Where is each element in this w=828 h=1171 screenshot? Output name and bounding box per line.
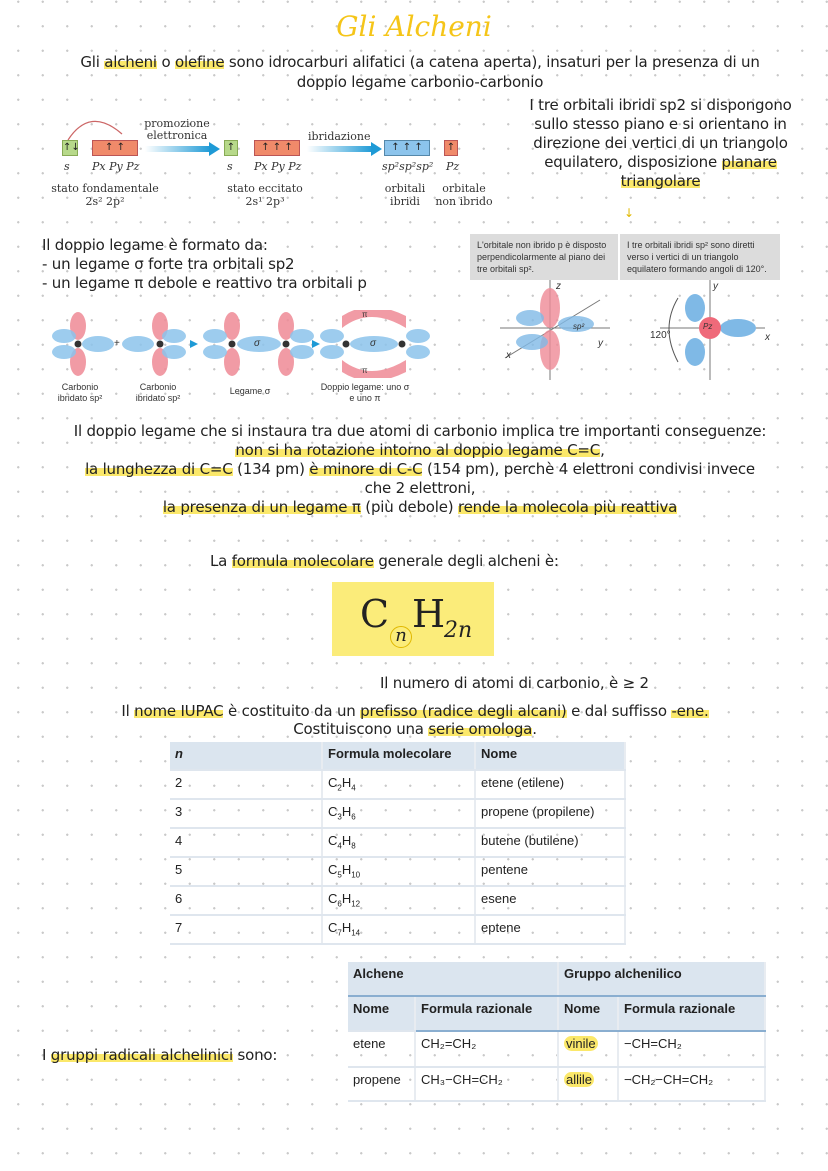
formula-c: C (360, 592, 390, 636)
s-orbital-box: ↑↓ (62, 140, 78, 156)
double-bond-list (42, 236, 367, 293)
cell-group-formula: −CH₂−CH=CH₂ (618, 1067, 765, 1101)
text-segment: I tre orbitali ibridi sp2 si dispongono sullo stesso piano e si orientano in direzione dei vertici di un triangolo equilatero, disposizione (529, 96, 792, 171)
iupac-line (20, 702, 810, 720)
formula-h-subscript: 2n (444, 618, 473, 643)
highlighted-text: è minore di C-C (309, 460, 423, 478)
text-segment: (154 pm), perchè 4 elettroni condivisi invece che 2 elettroni, (364, 460, 755, 497)
text-segment: generale degli alcheni è: (373, 552, 559, 570)
h-count: 10 (351, 870, 361, 880)
text-segment: Il (121, 702, 135, 720)
pz-label: Pz (446, 160, 460, 173)
consequences (50, 422, 790, 517)
column-header: Formula razionale (618, 996, 765, 1031)
label: stato eccitato (227, 182, 303, 195)
highlighted-text: gruppi radicali alchelinici (50, 1046, 233, 1064)
highlighted-text: olefine (175, 53, 225, 71)
text-segment: (134 pm) (232, 460, 310, 478)
cell-n: 6 (170, 886, 322, 915)
bond-caption: Doppio legame: uno σ e uno π (320, 382, 410, 403)
cell-name: eptene (475, 915, 625, 944)
c: C (328, 804, 338, 819)
h-count: 4 (351, 783, 356, 793)
promotion-label: promozione elettronica (144, 117, 210, 142)
text-segment: Costituiscono una (293, 720, 429, 738)
axis-z-label: z (556, 281, 561, 292)
pi-line: - un legame π debole e reattivo tra orbitali p (42, 274, 367, 292)
label: stato fondamentale (51, 182, 159, 195)
cell-n: 5 (170, 857, 322, 886)
table-row (170, 770, 625, 799)
c: C (328, 862, 338, 877)
pi-label: π (362, 310, 368, 319)
highlighted-text: non si ha rotazione intorno al doppio legame C=C (235, 441, 601, 459)
text-segment: sono: (232, 1046, 278, 1064)
highlighted-group: vinile (566, 1036, 596, 1051)
formula-n: n (390, 626, 412, 648)
cell-formula (322, 799, 475, 828)
highlighted-text: prefisso (radice degli alcani) (360, 702, 567, 720)
carbon-note: Il numero di atomi di carbonio, è ≥ 2 (380, 674, 649, 692)
bond-caption: Carbonio ibridato sp² (57, 382, 103, 403)
bond-formation-figure (50, 310, 450, 378)
h: H (341, 833, 352, 848)
c-count: 5 (337, 870, 342, 880)
h-count: 8 (351, 841, 356, 851)
h: H (341, 920, 352, 935)
cell-name: propene (348, 1067, 415, 1101)
consequence-item (50, 498, 790, 517)
angle-label: 120° (650, 330, 671, 341)
group-header: Gruppo alchenilico (558, 962, 765, 996)
cell-n: 4 (170, 828, 322, 857)
plus-sign: + (114, 338, 120, 349)
non-hybrid-label: orbitale non ibrido (435, 182, 493, 208)
cell-group-formula: −CH=CH₂ (618, 1031, 765, 1067)
curved-arrow-icon (60, 112, 140, 142)
iupac-line-2 (20, 720, 810, 738)
alkenyl-groups-table (348, 962, 766, 1102)
text-segment: sono idrocarburi alifatici (a catena aperta), insaturi per la presenza di un doppio legame carbonio-carbonio (224, 53, 760, 91)
cell-formula (322, 886, 475, 915)
text-segment: Gli (80, 53, 105, 71)
formula-line (210, 552, 559, 570)
text-segment: . (532, 720, 537, 738)
highlighted-text: nome IUPAC (134, 702, 224, 720)
highlighted-text: rende la molecola più reattiva (457, 498, 678, 516)
cell-group (558, 1067, 618, 1101)
config: 2s² 2p² (85, 195, 125, 208)
highlighted-text: la lunghezza di C=C (85, 460, 233, 478)
c-count: 4 (337, 841, 342, 851)
table-row (348, 1067, 765, 1101)
table-row (170, 828, 625, 857)
text-segment: , (600, 441, 605, 459)
c-count: 7 (337, 928, 342, 938)
highlighted-text: alcheni (104, 53, 157, 71)
p-label: Px Py Pz (254, 160, 302, 173)
arrow-right-icon (307, 142, 382, 156)
excited-state-label (215, 182, 315, 208)
sigma-label: σ (254, 338, 261, 349)
pz-label: Pz (703, 322, 713, 331)
pz-orbital-box: ↑ (444, 140, 458, 156)
cell-n: 3 (170, 799, 322, 828)
table-row (170, 799, 625, 828)
consequence-item (50, 441, 790, 460)
callout-sp2-orbitals: I tre orbitali ibridi sp² sono diretti verso i vertici di un triangolo equilatero formando angoli di 120°. (620, 234, 780, 280)
c-count: 6 (337, 899, 342, 909)
cell-n: 2 (170, 770, 322, 799)
column-header: Formula razionale (415, 996, 558, 1031)
cell-name: propene (propilene) (475, 799, 625, 828)
sp2-label: sp² (573, 322, 585, 331)
h: H (341, 891, 352, 906)
text-segment: (più debole) (360, 498, 458, 516)
c-count: 3 (337, 812, 342, 822)
sp2-planar-figure (660, 280, 765, 380)
axis-y-label: y (713, 281, 718, 292)
cell-name: esene (475, 886, 625, 915)
text-segment: o (156, 53, 175, 71)
table-row (348, 1031, 765, 1067)
formula-h: H (412, 592, 446, 636)
column-header: Formula molecolare (322, 742, 475, 770)
text-segment: e dal suffisso (566, 702, 672, 720)
text-segment: La (210, 552, 232, 570)
cell-formula (322, 915, 475, 944)
ground-state-label (40, 182, 170, 208)
highlighted-text: -ene. (671, 702, 709, 720)
h: H (341, 862, 352, 877)
arrow-right-icon (145, 142, 220, 156)
highlighted-group: allile (566, 1072, 593, 1087)
p-orbital-figure (500, 280, 610, 380)
consequence-item (50, 460, 790, 498)
cell-name: butene (butilene) (475, 828, 625, 857)
axis-y-label: y (598, 338, 603, 349)
cell-group (558, 1031, 618, 1067)
alkenes-table (170, 742, 626, 945)
cell-name: etene (etilene) (475, 770, 625, 799)
c: C (328, 775, 338, 790)
axis-x-label: x (506, 350, 511, 361)
column-header: n (170, 742, 322, 770)
cell-name: pentene (475, 857, 625, 886)
hybrid-label: orbitali ibridi (384, 182, 426, 208)
hybridization-label: ibridazione (308, 130, 371, 143)
page-title: Gli Alcheni (336, 10, 492, 43)
table-row (170, 857, 625, 886)
highlighted-text: serie omologa (428, 720, 533, 738)
right-note (528, 96, 793, 191)
sigma-label: σ (370, 338, 377, 349)
orbital-3d-figure (490, 280, 790, 390)
config: 2s¹ 2p³ (245, 195, 285, 208)
table-row (170, 915, 625, 944)
s-orbital-box: ↑ (224, 140, 238, 156)
intro-text (70, 52, 770, 92)
radicals-label (42, 1046, 277, 1064)
callout-p-orbital: L'orbitale non ibrido p è disposto perpendicolarmente al piano dei tre orbitali sp². (470, 234, 618, 280)
cell-name: etene (348, 1031, 415, 1067)
h-count: 6 (351, 812, 356, 822)
cell-formula: CH₃−CH=CH₂ (415, 1067, 558, 1101)
column-header: Nome (475, 742, 625, 770)
general-formula-box (332, 582, 494, 656)
p-label: Px Py Pz (92, 160, 140, 173)
h-count: 14 (351, 928, 361, 938)
p-orbital-box: ↑ ↑ (92, 140, 138, 156)
text-segment: I (42, 1046, 51, 1064)
group-header: Alchene (348, 962, 558, 996)
c: C (328, 891, 338, 906)
cell-formula (322, 770, 475, 799)
hybrid-orbital-box: ↑ ↑ ↑ (384, 140, 430, 156)
axis-x-label: x (765, 332, 770, 343)
cell-formula (322, 828, 475, 857)
highlighted-text: la presenza di un legame π (162, 498, 361, 516)
pi-label: π (362, 366, 368, 375)
bond-caption: Carbonio ibridato sp² (135, 382, 181, 403)
highlighted-text: planare triangolare (620, 153, 777, 190)
c-count: 2 (337, 783, 342, 793)
cell-n: 7 (170, 915, 322, 944)
bond-caption: Legame σ (229, 386, 271, 396)
h: H (341, 804, 352, 819)
double-bond-heading: Il doppio legame è formato da: (42, 236, 268, 254)
c: C (328, 920, 338, 935)
h: H (341, 775, 352, 790)
column-header: Nome (348, 996, 415, 1031)
s-label: s (227, 160, 233, 173)
sigma-line: - un legame σ forte tra orbitali sp2 (42, 255, 295, 273)
cell-formula (322, 857, 475, 886)
s-label: s (64, 160, 70, 173)
consequences-intro: Il doppio legame che si instaura tra due atomi di carbonio implica tre importanti conseguenze: (73, 422, 767, 440)
cell-formula: CH₂=CH₂ (415, 1031, 558, 1067)
table-row (170, 886, 625, 915)
h-count: 12 (351, 899, 361, 909)
c: C (328, 833, 338, 848)
hybrid-names: sp²sp²sp² (382, 160, 434, 173)
highlighted-text: formula molecolare (231, 552, 374, 570)
p-orbital-box: ↑ ↑ ↑ (254, 140, 300, 156)
arrow-down-icon: ↓ (624, 206, 635, 220)
text-segment: è costituito da un (223, 702, 361, 720)
column-header: Nome (558, 996, 618, 1031)
